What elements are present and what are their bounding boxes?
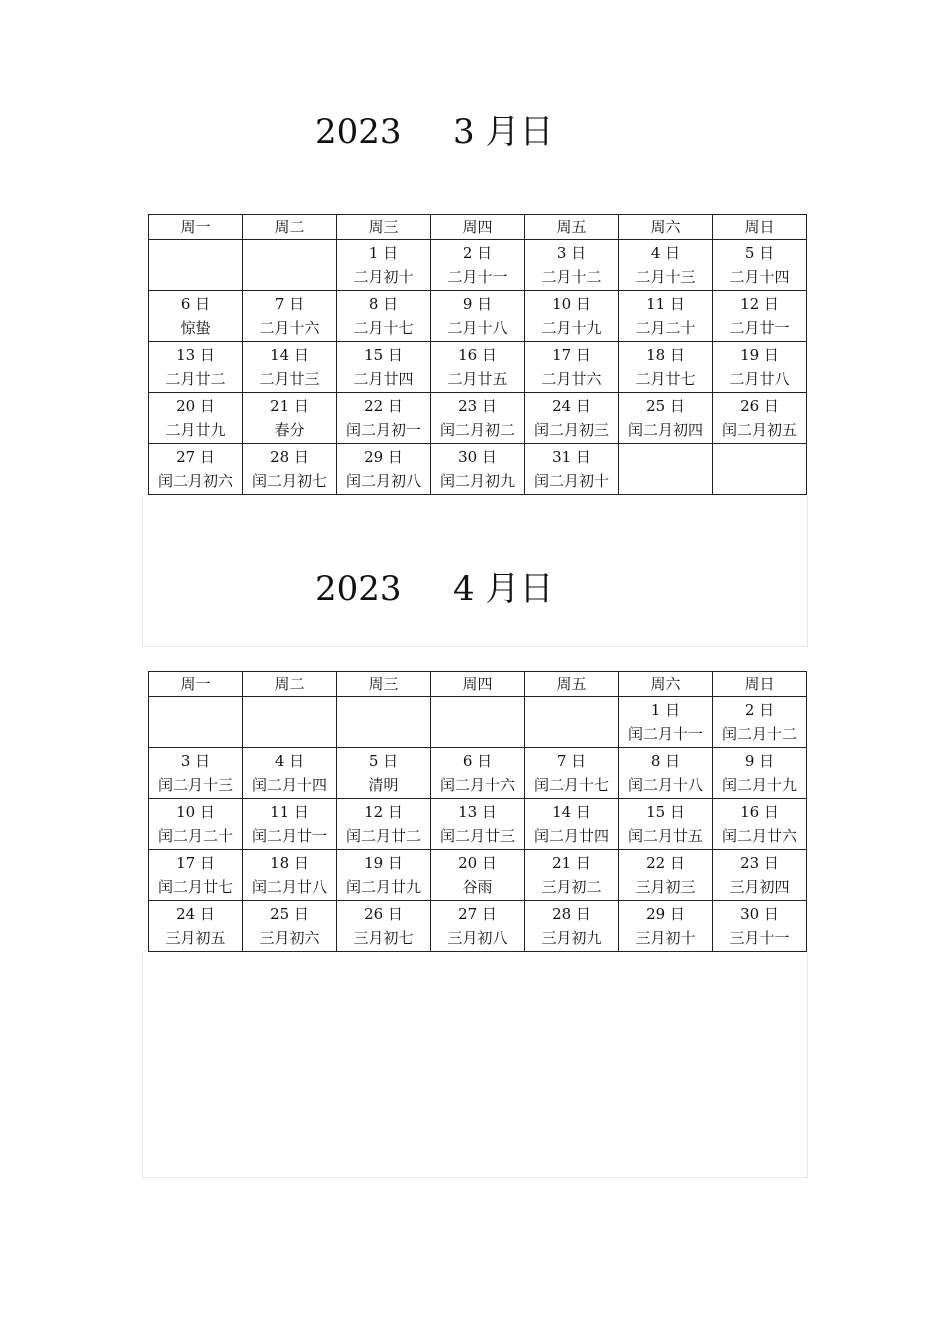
day-cell <box>713 799 807 850</box>
day-cell <box>243 240 337 291</box>
day-number: 2 日 <box>462 244 493 262</box>
day-number: 21 日 <box>270 397 309 415</box>
day-cell <box>431 393 525 444</box>
day-number: 20 日 <box>458 854 497 872</box>
lunar-date: 三月初十 <box>635 929 696 947</box>
lunar-date: 二月廿四 <box>353 370 414 388</box>
day-cell <box>149 291 243 342</box>
day-number: 25 日 <box>270 905 309 923</box>
lunar-date: 闰二月廿四 <box>533 827 609 845</box>
day-cell <box>619 748 713 799</box>
lunar-date: 二月十二 <box>541 268 602 286</box>
lunar-date: 闰二月十六 <box>439 776 515 794</box>
day-number: 17 日 <box>552 346 591 364</box>
day-number: 4 日 <box>650 244 681 262</box>
lunar-date: 春分 <box>274 421 305 439</box>
day-number: 27 日 <box>176 448 215 466</box>
lunar-date: 惊蛰 <box>180 319 211 337</box>
day-number: 17 日 <box>176 854 215 872</box>
lunar-date: 三月初八 <box>447 929 508 947</box>
day-cell <box>713 697 807 748</box>
day-number <box>337 697 430 722</box>
lunar-date: 闰二月廿九 <box>345 878 421 896</box>
lunar-date: 三月初六 <box>259 929 320 947</box>
weekday-header: 周二 <box>243 672 337 697</box>
week-row <box>149 444 807 495</box>
lunar-date: 三月初七 <box>353 929 414 947</box>
day-number: 23 日 <box>458 397 497 415</box>
day-cell <box>337 342 431 393</box>
day-cell <box>619 240 713 291</box>
day-number: 9 日 <box>462 295 493 313</box>
lunar-date: 二月十九 <box>541 319 602 337</box>
day-cell <box>619 291 713 342</box>
day-cell <box>243 342 337 393</box>
lunar-date: 闰二月初五 <box>721 421 797 439</box>
weekday-header: 周一 <box>149 672 243 697</box>
week-row <box>149 342 807 393</box>
day-cell <box>337 697 431 748</box>
title-month: 4 月日 <box>453 569 554 609</box>
lunar-date <box>149 265 242 290</box>
lunar-date: 二月廿六 <box>541 370 602 388</box>
lunar-date: 闰二月十二 <box>721 725 797 743</box>
day-cell <box>243 393 337 444</box>
lunar-date: 闰二月初一 <box>345 421 421 439</box>
lunar-date: 二月十四 <box>729 268 790 286</box>
day-cell <box>431 291 525 342</box>
day-cell <box>243 799 337 850</box>
day-cell <box>525 697 619 748</box>
calendar-table-april <box>148 671 807 952</box>
lunar-date: 闰二月廿二 <box>345 827 421 845</box>
lunar-date: 三月初四 <box>729 878 790 896</box>
lunar-date: 二月廿八 <box>729 370 790 388</box>
lunar-date: 二月廿九 <box>165 421 226 439</box>
day-number: 15 日 <box>364 346 403 364</box>
lunar-date <box>243 265 336 290</box>
day-number: 28 日 <box>270 448 309 466</box>
day-cell <box>431 342 525 393</box>
lunar-date: 二月十一 <box>447 268 508 286</box>
day-cell <box>149 901 243 952</box>
lunar-date: 二月廿七 <box>635 370 696 388</box>
day-number: 12 日 <box>740 295 779 313</box>
day-cell <box>713 748 807 799</box>
lunar-date: 闰二月廿八 <box>251 878 327 896</box>
day-number <box>243 697 336 722</box>
lunar-date: 二月廿二 <box>165 370 226 388</box>
day-cell <box>149 748 243 799</box>
lunar-date: 闰二月初二 <box>439 421 515 439</box>
day-number: 7 日 <box>274 295 305 313</box>
lunar-date: 三月初三 <box>635 878 696 896</box>
day-cell <box>619 697 713 748</box>
day-number: 1 日 <box>650 701 681 719</box>
week-row <box>149 850 807 901</box>
day-cell <box>243 748 337 799</box>
lunar-date <box>337 722 430 747</box>
day-number: 10 日 <box>176 803 215 821</box>
day-number: 19 日 <box>740 346 779 364</box>
day-cell <box>525 240 619 291</box>
day-cell <box>337 901 431 952</box>
weekday-header: 周日 <box>713 215 807 240</box>
lunar-date <box>713 469 806 494</box>
day-cell <box>713 901 807 952</box>
day-cell <box>243 850 337 901</box>
day-number: 16 日 <box>458 346 497 364</box>
lunar-date: 闰二月廿三 <box>439 827 515 845</box>
day-number: 22 日 <box>646 854 685 872</box>
day-number <box>619 444 712 469</box>
day-number: 9 日 <box>744 752 775 770</box>
day-cell <box>713 444 807 495</box>
day-number: 27 日 <box>458 905 497 923</box>
day-number: 3 日 <box>180 752 211 770</box>
day-cell <box>149 697 243 748</box>
day-number: 1 日 <box>368 244 399 262</box>
lunar-date: 二月二十 <box>635 319 696 337</box>
day-number: 3 日 <box>556 244 587 262</box>
day-number: 8 日 <box>650 752 681 770</box>
day-number: 10 日 <box>552 295 591 313</box>
day-cell <box>525 748 619 799</box>
day-cell <box>149 799 243 850</box>
day-number: 11 日 <box>646 295 685 313</box>
day-cell <box>243 697 337 748</box>
calendar-table-march <box>148 214 807 495</box>
day-cell <box>525 799 619 850</box>
day-cell <box>713 850 807 901</box>
lunar-date: 闰二月廿五 <box>627 827 703 845</box>
day-number: 15 日 <box>646 803 685 821</box>
day-number: 29 日 <box>646 905 685 923</box>
day-number: 24 日 <box>176 905 215 923</box>
lunar-date: 闰二月初四 <box>627 421 703 439</box>
lunar-date: 三月十一 <box>729 929 790 947</box>
day-cell <box>525 901 619 952</box>
lunar-date: 闰二月廿七 <box>157 878 233 896</box>
weekday-header: 周四 <box>431 672 525 697</box>
lunar-date: 二月初十 <box>353 268 414 286</box>
lunar-date: 闰二月二十 <box>157 827 233 845</box>
day-number <box>149 697 242 722</box>
day-cell <box>619 901 713 952</box>
weekday-header: 周三 <box>337 672 431 697</box>
day-number: 28 日 <box>552 905 591 923</box>
title-year: 2023 <box>315 112 402 152</box>
day-cell <box>149 444 243 495</box>
day-cell <box>149 342 243 393</box>
day-cell <box>337 748 431 799</box>
day-number: 5 日 <box>744 244 775 262</box>
day-cell <box>713 240 807 291</box>
day-cell <box>337 444 431 495</box>
day-number: 19 日 <box>364 854 403 872</box>
lunar-date: 二月廿一 <box>729 319 790 337</box>
lunar-date: 闰二月初七 <box>251 472 327 490</box>
day-number: 5 日 <box>368 752 399 770</box>
day-cell <box>619 393 713 444</box>
lunar-date: 闰二月十三 <box>157 776 233 794</box>
day-cell <box>713 393 807 444</box>
week-row <box>149 240 807 291</box>
weekday-header: 周二 <box>243 215 337 240</box>
day-cell <box>619 444 713 495</box>
weekday-header: 周五 <box>525 215 619 240</box>
day-number: 6 日 <box>462 752 493 770</box>
day-number: 30 日 <box>740 905 779 923</box>
weekday-header: 周三 <box>337 215 431 240</box>
day-number: 11 日 <box>270 803 309 821</box>
title-year: 2023 <box>315 569 402 609</box>
day-cell <box>525 291 619 342</box>
day-number: 14 日 <box>552 803 591 821</box>
day-number <box>243 240 336 265</box>
day-cell <box>525 393 619 444</box>
day-cell <box>243 901 337 952</box>
week-row <box>149 697 807 748</box>
weekday-header: 周四 <box>431 215 525 240</box>
week-row <box>149 291 807 342</box>
lunar-date <box>149 722 242 747</box>
lunar-date: 闰二月初十 <box>533 472 609 490</box>
day-number: 20 日 <box>176 397 215 415</box>
day-cell <box>431 850 525 901</box>
lunar-date <box>619 469 712 494</box>
day-number <box>431 697 524 722</box>
day-cell <box>243 291 337 342</box>
page-frame <box>142 953 808 1178</box>
day-cell <box>243 444 337 495</box>
weekday-header: 周五 <box>525 672 619 697</box>
day-number: 2 日 <box>744 701 775 719</box>
day-number: 18 日 <box>646 346 685 364</box>
lunar-date: 闰二月初六 <box>157 472 233 490</box>
lunar-date <box>525 722 618 747</box>
lunar-date: 三月初二 <box>541 878 602 896</box>
week-row <box>149 393 807 444</box>
lunar-date: 二月十八 <box>447 319 508 337</box>
week-row <box>149 901 807 952</box>
lunar-date: 闰二月初八 <box>345 472 421 490</box>
lunar-date: 闰二月初三 <box>533 421 609 439</box>
lunar-date: 闰二月十七 <box>533 776 609 794</box>
lunar-date <box>243 722 336 747</box>
week-row <box>149 799 807 850</box>
day-number: 16 日 <box>740 803 779 821</box>
lunar-date: 谷雨 <box>462 878 493 896</box>
day-number: 8 日 <box>368 295 399 313</box>
day-number: 21 日 <box>552 854 591 872</box>
day-cell <box>619 799 713 850</box>
day-number: 13 日 <box>458 803 497 821</box>
day-cell <box>337 799 431 850</box>
lunar-date: 闰二月十九 <box>721 776 797 794</box>
day-cell <box>525 342 619 393</box>
day-number: 22 日 <box>364 397 403 415</box>
day-number: 18 日 <box>270 854 309 872</box>
day-cell <box>619 850 713 901</box>
weekday-header: 周六 <box>619 672 713 697</box>
day-number: 23 日 <box>740 854 779 872</box>
day-number: 12 日 <box>364 803 403 821</box>
lunar-date: 闰二月十一 <box>627 725 703 743</box>
weekday-header: 周六 <box>619 215 713 240</box>
lunar-date: 闰二月初九 <box>439 472 515 490</box>
lunar-date: 二月廿三 <box>259 370 320 388</box>
day-number: 24 日 <box>552 397 591 415</box>
lunar-date: 二月廿五 <box>447 370 508 388</box>
title-month: 3 月日 <box>453 112 554 152</box>
day-cell <box>337 393 431 444</box>
day-cell <box>525 444 619 495</box>
day-cell <box>431 444 525 495</box>
week-row <box>149 748 807 799</box>
day-number: 4 日 <box>274 752 305 770</box>
lunar-date: 闰二月十八 <box>627 776 703 794</box>
lunar-date: 闰二月十四 <box>251 776 327 794</box>
day-cell <box>619 342 713 393</box>
day-number <box>525 697 618 722</box>
day-number: 29 日 <box>364 448 403 466</box>
day-cell <box>713 342 807 393</box>
weekday-header: 周一 <box>149 215 243 240</box>
day-cell <box>337 240 431 291</box>
lunar-date <box>431 722 524 747</box>
day-cell <box>431 799 525 850</box>
weekday-header: 周日 <box>713 672 807 697</box>
lunar-date: 二月十七 <box>353 319 414 337</box>
lunar-date: 三月初五 <box>165 929 226 947</box>
day-cell <box>149 240 243 291</box>
day-cell <box>337 850 431 901</box>
day-number: 14 日 <box>270 346 309 364</box>
day-cell <box>525 850 619 901</box>
day-cell <box>431 901 525 952</box>
day-number <box>149 240 242 265</box>
lunar-date: 清明 <box>368 776 399 794</box>
day-cell <box>431 697 525 748</box>
day-cell <box>149 850 243 901</box>
day-number: 30 日 <box>458 448 497 466</box>
day-cell <box>149 393 243 444</box>
day-cell <box>337 291 431 342</box>
day-number: 13 日 <box>176 346 215 364</box>
lunar-date: 三月初九 <box>541 929 602 947</box>
day-number: 26 日 <box>364 905 403 923</box>
lunar-date: 闰二月廿一 <box>251 827 327 845</box>
day-number: 31 日 <box>552 448 591 466</box>
day-number: 25 日 <box>646 397 685 415</box>
lunar-date: 闰二月廿六 <box>721 827 797 845</box>
day-number: 6 日 <box>180 295 211 313</box>
lunar-date: 二月十三 <box>635 268 696 286</box>
day-cell <box>713 291 807 342</box>
day-cell <box>431 240 525 291</box>
day-number <box>713 444 806 469</box>
day-number: 26 日 <box>740 397 779 415</box>
day-number: 7 日 <box>556 752 587 770</box>
day-cell <box>431 748 525 799</box>
lunar-date: 二月十六 <box>259 319 320 337</box>
